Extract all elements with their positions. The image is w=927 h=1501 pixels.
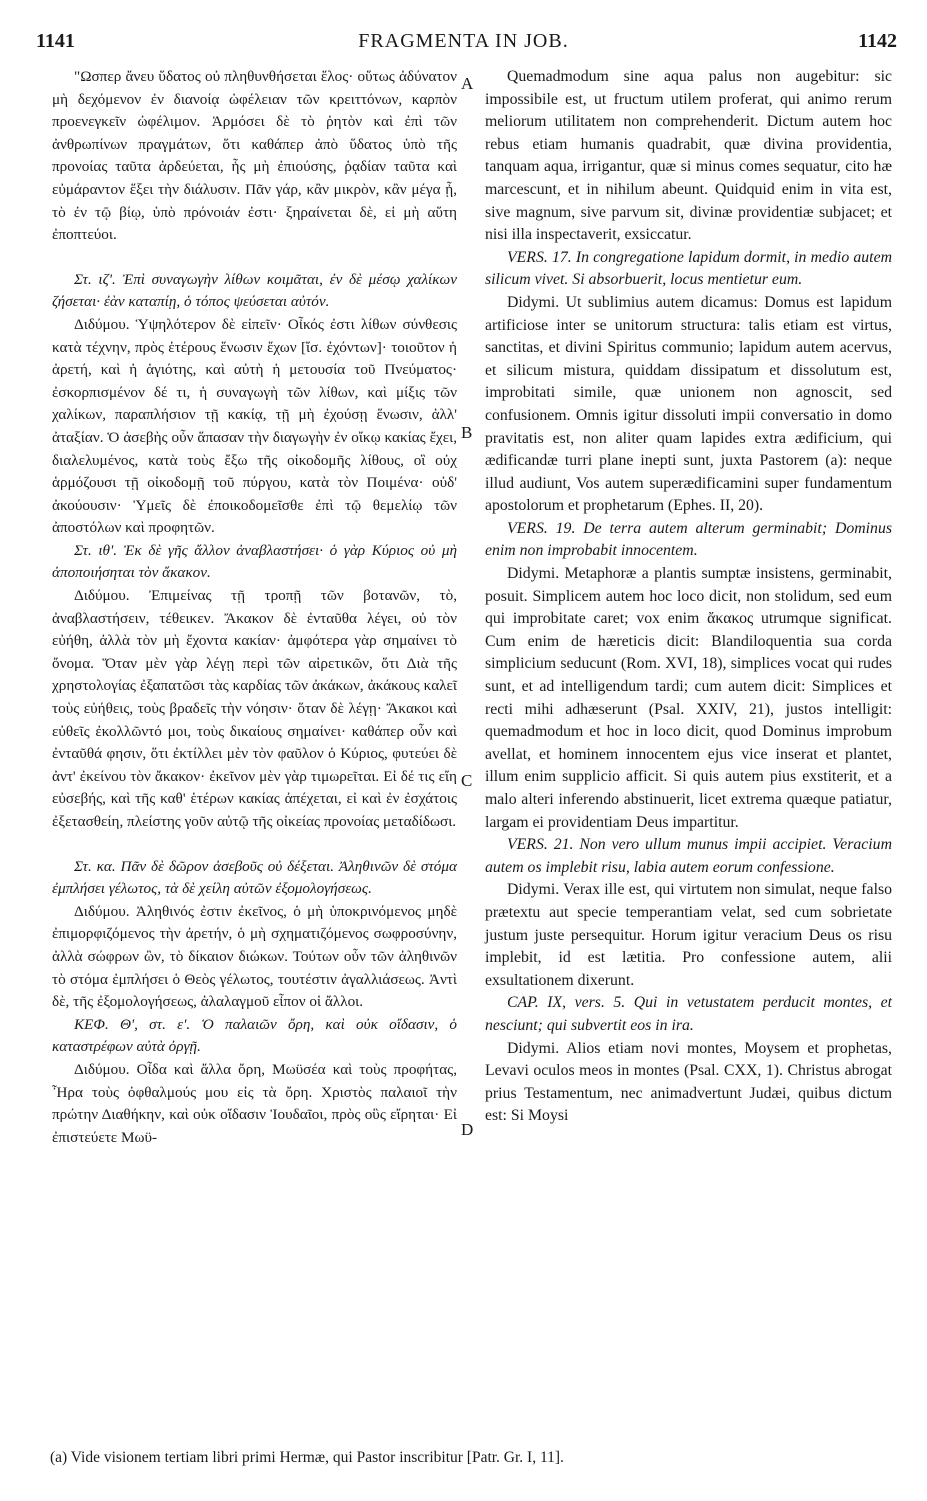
- latin-paragraph: Didymi. Ut sublimius autem dicamus: Domus est lapidum artificiose inter se unitorum structura: talis etiam est virtus, sanctitas, et divini Spiritus communio; lapidum autem acervus, et silicum mistura, quiddam dissipatum et dissolutum est, improbitati simile, quæ unionem non agnoscit, sed confusionem. Omnis igitur dissoluti impii conversatio in domo pravitatis est, non aliter quam lapides extra ædificium, qui ædificandæ turri plane inepti sunt, juxta Pastorem (a): neque illud audiunt, Vos autem superædificamini super fundamentum apostolorum et prophetarum (Ephes. II, 20).: [485, 293, 892, 515]
- greek-paragraph: "Ωσπερ ἄνευ ὕδατος οὐ πληθυνθήσεται ἕλος· οὕτως ἀδύνατον μὴ δεχόμενον ἐν διανοίᾳ ὠφέλειαν τῶν κρειττόνων, καρπὸν προενεγκεῖν ὠφέλιμον. Ἁρμόσει δὲ τὸ ῥητὸν καὶ ἐπὶ τῶν ἀνθρωπίνων πραγμάτων, ὅτι καθάπερ ἀπὸ ὕδατος ὑπὸ τῆς προνοίας ταῦτα ἀρδεύεται, ἧς μὴ ἐπιούσης, ῥᾳδίαν ταῦτα καὶ εὐμάραντον ἕξει τὴν διάλυσιν. Πᾶν γάρ, κἂν μικρὸν, κἂν μέγα ᾖ, τὸ ἐν τῷ βίῳ, ὑπὸ πρόνοιάν ἐστι· ξηραίνεται δὲ, εἰ μὴ αὕτη ἐποπτεύοι.: [52, 68, 457, 244]
- margin-letter-b: B: [461, 423, 473, 442]
- margin-letter-c: C: [461, 771, 473, 790]
- greek-paragraph: Διδύμου. Ἐπιμείνας τῇ τροπῇ τῶν βοτανῶν, τὸ, ἀναβλαστήσειν, τέθεικεν. Ἄκακον δὲ ἐνταῦθα λέγει, οὐ τὸν εὐήθη, ἀλλὰ τὸν μὴ ἔχοντα κακίαν· ἀμφότερα γὰρ σημαίνει τὸ ὄνομα. Ὅταν μὲν γὰρ λέγῃ περὶ τῶν αἱρετικῶν, ὅτι Διὰ τῆς χρηστολογίας ἐξαπατῶσι τὰς καρδίας τῶν ἀκάκων, ἀκάκους καλεῖ τοὺς εὐήθεις, τοὺς βραδεῖς τὴν νόησιν· ὅταν δὲ λέγῃ· Ἄκακοι καὶ εὐθεῖς ἐκολλῶντό μοι, τοὺς δικαίους σημαίνει· καθάπερ οὖν καὶ ἐνταῦθά φησιν, ὅτι ἐκτίλλει μὲν τὸν φαῦλον ὁ Κύριος, φυτεύει δὲ ἀντ' ἐκείνου τὸν ἄκακον· ἐκεῖνον μὲν γὰρ τιμωρεῖται. Εἰ δέ τις εἴη εὐσεβής, καὶ τῆς καθ' ἑτέρων κακίας ἀπέχεται, εἰ καὶ ἐν ἐσχάτοις ἐξετασθείη, πλείστης γοῦν αὐτῷ τῆς οἰκείας προνοίας μεταδίδωσι.: [52, 587, 457, 830]
- margin-letter-a: A: [461, 74, 474, 93]
- greek-verse-heading: Στ. ιζ'. Ἐπὶ συναγωγὴν λίθων κοιμᾶται, ἐν δὲ μέσῳ χαλίκων ζήσεται· ἐὰν καταπίῃ, ὁ τόπος ψεύσεται αὐτόν.: [52, 270, 457, 311]
- page-header: [0, 30, 927, 60]
- greek-paragraph: Διδύμου. Οἶδα καὶ ἄλλα ὄρη, Μωϋσέα καὶ τοὺς προφήτας, Ἦρα τοὺς ὀφθαλμούς μου εἰς τὰ ὄρη. Χριστὸς παλαιοῖ τὴν πρώτην Διαθήκην, καὶ οὐκ οἴδασιν Ἰουδαῖοι, πρὸς οὓς εἴρηται· Εἰ ἐπιστεύετε Μωϋ-: [52, 1060, 457, 1146]
- latin-column: [485, 66, 892, 1128]
- greek-verse-heading: Στ. ιθ'. Ἐκ δὲ γῆς ἄλλον ἀναβλαστήσει· ὁ γὰρ Κύριος οὐ μὴ ἀποποιήσηται τὸν ἄκακον.: [52, 541, 457, 582]
- greek-paragraph: Διδύμου. Ὑψηλότερον δὲ εἰπεῖν· Οἶκός ἐστι λίθων σύνθεσις κατὰ τέχνην, πρὸς ἑτέρους ἕνωσιν ἔχων [ἴσ. ἐχόντων]· τοιοῦτον ἡ ἀρετή, καὶ ἡ ἁγιότης, καὶ αὐτὴ ἡ μετουσία τοῦ Πνεύματος· ἐσκορπισμένον δέ τι, ἡ συναγωγὴ τῶν λίθων, καὶ μίξις τῶν χαλίκων, παραπλήσιον τῇ κακίᾳ, τῇ μὴ ἐχούσῃ ἕνωσιν, ἀλλ' ἀταξίαν. Ὁ ἀσεβὴς οὖν ἅπασαν τὴν διαγωγὴν ἐν οἴκῳ κακίας ἔχει, διαλελυμένος, κατὰ τοὺς ἔξω τῆς οἰκοδομῆς λίθους, οἳ οὐχ ἁρμόζουσι τῇ οἰκοδομῇ τοῦ πύργου, κατὰ τὸν Ποιμένα· οὐδ' ἀκούουσιν· Ὑμεῖς δὲ ἐποικοδομεῖσθε ἐπὶ τῷ θεμελίῳ τῶν ἀποστόλων καὶ προφητῶν.: [52, 315, 457, 537]
- right-page-number: 1142: [858, 30, 897, 52]
- latin-paragraph: Didymi. Alios etiam novi montes, Moysem et prophetas, Levavi oculos meos in montes (Psal. CXX, 1). Christus abrogat prius Testamentum, nec animadvertunt Judæi, quibus dictum est: Si Moysi: [485, 1039, 892, 1125]
- latin-paragraph: Didymi. Metaphoræ a plantis sumptæ insistens, germinabit, posuit. Simplicem autem hoc loco dicit, non stolidum, sed eum qui improbitate caret; vox enim ἄκακος utrumque significat. Cum enim de hæreticis dicit: Blandiloquentia sua corda simplicium seducunt (Rom. XVI, 18), simplices vocat qui rudes sunt, et ad intelligendum tardi; cum autem dicit: Simplices et recti mihi adhæserunt (Psal. XXIV, 21), justos intelligit: quemadmodum et hoc in loco dicit, quod Dominus improbum avellat, et hominem innocentem ejus vice inserat et plantet, illum enim supplicio afficit. Si quis autem pius exstiterit, et a malo alteri inferendo abstinuerit, licet extrema quæque patiatur, largam ei providentiam Deus impartitur.: [485, 565, 892, 831]
- greek-verse-heading: Στ. κα. Πᾶν δὲ δῶρον ἀσεβοῦς οὐ δέξεται. Ἀληθινῶν δὲ στόμα ἐμπλήσει γέλωτος, τὰ δὲ χείλη αὐτῶν ἐξομολογήσεως.: [52, 857, 457, 898]
- latin-verse-heading: CAP. IX, vers. 5. Qui in vetustatem perducit montes, et nesciunt; qui subvertit eos in ira.: [485, 994, 892, 1034]
- margin-letter-d: D: [461, 1120, 474, 1139]
- latin-verse-heading: VERS. 17. In congregatione lapidum dormit, in medio autem silicum vivet. Si absorbuerit, locus mentietur eum.: [485, 248, 892, 289]
- footnote: (a) Vide visionem tertiam libri primi Hermæ, qui Pastor inscribitur [Patr. Gr. I, 11].: [50, 1449, 564, 1466]
- greek-verse-heading: ΚΕΦ. Θ', στ. ε'. Ὁ παλαιῶν ὄρη, καὶ οὐκ οἴδασιν, ὁ καταστρέφων αὐτὰ ὀργῇ.: [52, 1015, 457, 1056]
- latin-paragraph: Quemadmodum sine aqua palus non augebitur: sic impossibile est, ut fructum utilem proferat, qui animo rerum meliorum utilitatem non comprehenderit. Dictum autem hoc rebus etiam humanis quadrabit, quæ divina providentia, tanquam aqua, irrigantur, quæ si minus comes sequatur, cito hæ marcescunt, et in nihilum abeunt. Quidquid enim in vita est, sive magnum, sive parvum sit, divinæ providentiæ subjacet; et nisi illa inspectaverit, exsiccatur.: [485, 68, 892, 244]
- left-page-number: 1141: [36, 30, 75, 52]
- latin-verse-heading: VERS. 19. De terra autem alterum germinabit; Dominus enim non improbabit innocentem.: [485, 519, 892, 560]
- greek-column: [52, 66, 457, 1149]
- latin-paragraph: Didymi. Verax ille est, qui virtutem non simulat, neque falso prætextu aut specie temperantiam velat, sed cum sobrietate justum juste persequitur. Horum igitur veracium Deus os risu implebit, id est lætitia. Pro confessione autem, alii exsultationem dixerunt.: [485, 881, 892, 989]
- greek-paragraph: Διδύμου. Ἀληθινός ἐστιν ἐκεῖνος, ὁ μὴ ὑποκρινόμενος μηδὲ ἐπιμορφιζόμενος τὴν ἀρετήν, ὁ μὴ σχηματιζόμενος σωφροσύνην, ἀλλὰ σώφρων ὢν, τὸ δίκαιον διώκων. Τούτων οὖν τῶν ἀληθινῶν τὸ στόμα ἐμπλήσει ὁ Θεὸς γέλωτος, τουτέστιν ἀγαλλιάσεως. Ἀντὶ δὲ, τῆς ἐξομολογήσεως, ἀλαλαγμοῦ εἶπον οἱ ἄλλοι.: [52, 902, 457, 1011]
- latin-verse-heading: VERS. 21. Non vero ullum munus impii accipiet. Veracium autem os implebit risu, labia autem eorum confessione.: [485, 836, 892, 876]
- running-title: FRAGMENTA IN JOB.: [358, 30, 569, 52]
